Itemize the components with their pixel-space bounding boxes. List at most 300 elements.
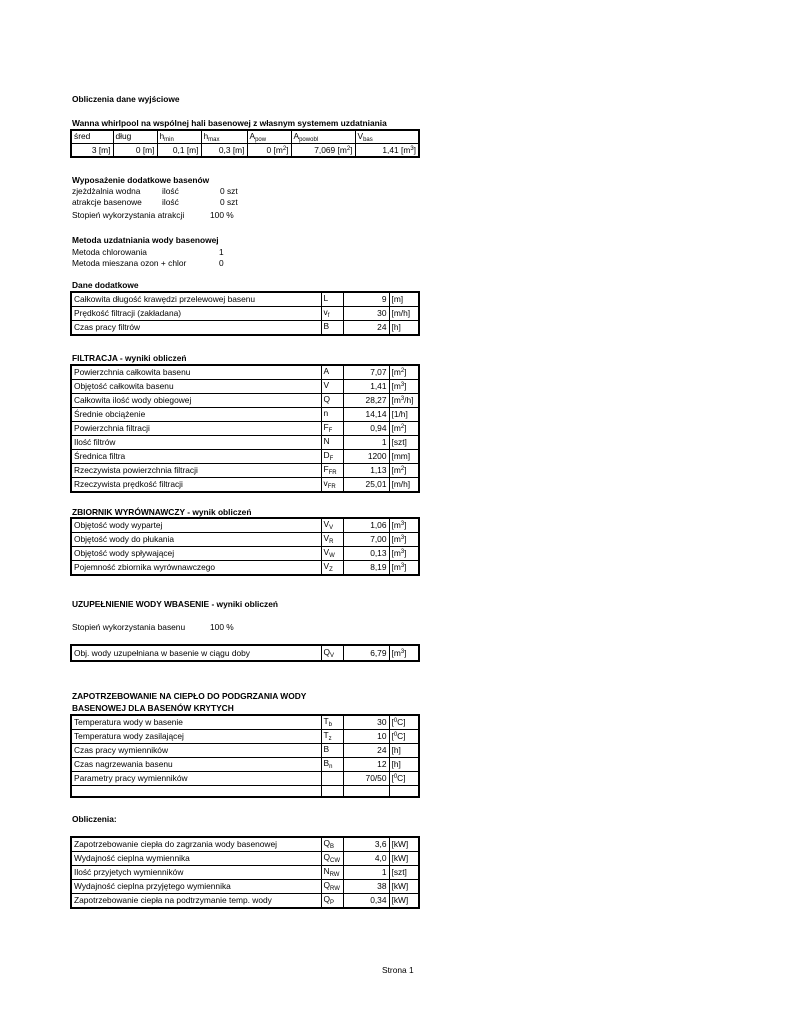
- whirlpool-value-cell: [201, 144, 247, 158]
- unit-sup: 0: [393, 732, 398, 739]
- unit-sup: 3: [400, 396, 405, 403]
- row-unit: [389, 645, 419, 661]
- whirlpool-header-cell: [157, 130, 201, 144]
- symbol-subscript: CW: [330, 858, 341, 864]
- row-symbol: [321, 464, 343, 478]
- row-unit: [389, 772, 419, 786]
- unit: [: [391, 731, 394, 742]
- method-value: 1: [219, 247, 224, 257]
- whirlpool-value-cell: [247, 144, 291, 158]
- symbol: T: [323, 730, 329, 740]
- symbol: T: [323, 716, 329, 726]
- row-unit: [389, 744, 419, 758]
- unit: [m: [391, 520, 401, 531]
- unit: [m/h]: [391, 308, 411, 319]
- whirlpool-title: Wanna whirlpool na wspólnej hali basenowej z własnym systemem uzdatniania: [72, 118, 387, 128]
- unit-sup: 2: [400, 466, 405, 473]
- unit: [mm]: [391, 451, 411, 462]
- cell-value: 0: [266, 144, 272, 155]
- symbol-subscript: V: [330, 652, 335, 659]
- filtration-title: FILTRACJA - wyniki obliczeń: [72, 353, 187, 363]
- whirlpool-header-cell: [291, 130, 355, 144]
- row-label: Całkowita ilość wody obiegowej: [71, 394, 321, 408]
- row-symbol: [321, 894, 343, 909]
- row-value: 1200: [343, 450, 389, 464]
- header-subscript: min: [164, 136, 174, 143]
- equipment-label: ilość: [162, 186, 179, 196]
- row-value: 7,07: [343, 365, 389, 380]
- pool-usage-label: Stopień wykorzystania basenu: [72, 622, 186, 632]
- unit-sup: 2: [400, 368, 405, 375]
- table-row: [71, 852, 419, 866]
- method-name: Metoda chlorowania: [72, 247, 147, 257]
- row-label: Pojemność zbiornika wyrównawczego: [71, 561, 321, 576]
- header-subscript: max: [208, 136, 220, 143]
- symbol: Q: [323, 646, 331, 657]
- row-unit: [389, 321, 419, 336]
- row-label: Objętość wody spływającej: [71, 547, 321, 561]
- row-label: Objętość całkowita basenu: [71, 380, 321, 394]
- header-symbol: V: [357, 130, 364, 141]
- empty-cell: [343, 786, 389, 798]
- row-label: Powierzchnia całkowita basenu: [71, 365, 321, 380]
- symbol: V: [323, 561, 330, 571]
- unit: [1/h]: [391, 409, 408, 420]
- row-symbol: [321, 450, 343, 464]
- symbol-subscript: R: [329, 539, 334, 545]
- row-label: Wydajność cieplna wymiennika: [71, 852, 321, 866]
- symbol-subscript: F: [328, 428, 333, 434]
- table-row: [71, 518, 419, 533]
- row-value: 7,00: [343, 533, 389, 547]
- header-symbol: h: [159, 130, 165, 141]
- unit: [kW]: [391, 839, 409, 850]
- header-symbol: A: [249, 130, 256, 141]
- method-value: 0: [219, 258, 224, 268]
- row-unit: [389, 561, 419, 576]
- row-label: Zapotrzebowanie ciepła na podtrzymanie temp. wody: [71, 894, 321, 909]
- symbol-subscript: RW: [329, 872, 340, 878]
- extra-title: Dane dodatkowe: [72, 280, 139, 290]
- table-row: [71, 408, 419, 422]
- symbol: N: [323, 866, 330, 876]
- empty-cell: [389, 786, 419, 798]
- row-symbol: [321, 645, 343, 661]
- row-label: Temperatura wody w basenie: [71, 715, 321, 730]
- row-symbol: [321, 715, 343, 730]
- row-unit: [389, 408, 419, 422]
- cell-unit-end: ]: [413, 144, 416, 155]
- row-label: Czas pracy wymienników: [71, 744, 321, 758]
- table-row: [71, 436, 419, 450]
- row-value: 10: [343, 730, 389, 744]
- equipment-value: 0 szt: [220, 186, 238, 196]
- row-value: 1: [343, 866, 389, 880]
- unit: [m: [391, 562, 401, 573]
- unit-sup: 3: [400, 521, 405, 528]
- row-value: 70/50: [343, 772, 389, 786]
- cell-unit-end: ]: [350, 144, 353, 155]
- row-symbol: [321, 478, 343, 493]
- table-row: [71, 894, 419, 909]
- row-value: 38: [343, 880, 389, 894]
- row-unit: [389, 866, 419, 880]
- unit-sup: 0: [393, 718, 398, 725]
- symbol: L: [323, 293, 329, 303]
- symbol-subscript: FR: [327, 484, 336, 490]
- row-unit: [389, 518, 419, 533]
- unit: [szt]: [391, 437, 407, 448]
- symbol: B: [323, 321, 330, 331]
- heat-title-line2: BASENOWEJ DLA BASENÓW KRYTYCH: [72, 703, 234, 713]
- symbol-subscript: FR: [328, 470, 337, 476]
- whirlpool-table: [70, 129, 420, 158]
- whirlpool-header-cell: [201, 130, 247, 144]
- unit-end: ]: [404, 548, 407, 559]
- header-subscript: pow: [255, 136, 267, 143]
- row-label: Parametry pracy wymienników: [71, 772, 321, 786]
- row-label: Ilość filtrów: [71, 436, 321, 450]
- symbol: V: [323, 380, 330, 390]
- symbol-subscript: RW: [330, 886, 340, 892]
- row-label: Czas pracy filtrów: [71, 321, 321, 336]
- header-symbol: A: [293, 130, 300, 141]
- symbol: A: [323, 366, 330, 376]
- cell-unit: [m: [401, 144, 411, 155]
- cell-unit: [m: [273, 144, 283, 155]
- symbol: Q: [323, 880, 331, 890]
- row-unit: [389, 422, 419, 436]
- unit: [h]: [391, 745, 401, 756]
- symbol: B: [323, 744, 330, 754]
- row-symbol: [321, 365, 343, 380]
- cell-unit-sup: 3: [410, 145, 414, 152]
- symbol-subscript: n: [329, 764, 333, 770]
- row-value: 14,14: [343, 408, 389, 422]
- symbol: V: [323, 533, 330, 543]
- table-row: [71, 645, 419, 661]
- row-value: 0,94: [343, 422, 389, 436]
- row-symbol: [321, 408, 343, 422]
- table-row: [71, 772, 419, 786]
- row-value: 1,41: [343, 380, 389, 394]
- table-row: [71, 730, 419, 744]
- symbol: v: [323, 478, 328, 488]
- symbol: V: [323, 547, 330, 557]
- row-symbol: [321, 547, 343, 561]
- symbol: N: [323, 436, 330, 446]
- symbol: Q: [323, 838, 331, 848]
- calc-table: [70, 836, 420, 909]
- unit-end: ]: [404, 534, 407, 545]
- unit: [m: [391, 381, 401, 392]
- header-subscript: powobl: [299, 136, 319, 143]
- table-row: [71, 307, 419, 321]
- symbol-subscript: P: [330, 900, 335, 906]
- symbol: n: [323, 408, 329, 418]
- unit-end: ]: [404, 520, 407, 531]
- row-unit: [389, 450, 419, 464]
- row-symbol: [321, 436, 343, 450]
- table-row: [71, 422, 419, 436]
- symbol: D: [323, 450, 330, 460]
- unit-sup: 3: [400, 563, 405, 570]
- row-unit: [389, 533, 419, 547]
- cell-value: 0,1: [172, 144, 185, 155]
- table-row: [71, 866, 419, 880]
- unit: [m: [391, 367, 401, 378]
- row-unit: [389, 880, 419, 894]
- row-label: Powierzchnia filtracji: [71, 422, 321, 436]
- symbol: F: [323, 422, 329, 432]
- symbol: V: [323, 519, 330, 529]
- unit: [m: [391, 423, 401, 434]
- unit: [m/h]: [391, 479, 411, 490]
- row-label: Rzeczywista powierzchnia filtracji: [71, 464, 321, 478]
- filtration-table: [70, 364, 420, 493]
- symbol: v: [323, 307, 328, 317]
- row-value: 28,27: [343, 394, 389, 408]
- refill-table: [70, 644, 420, 662]
- row-symbol: [321, 321, 343, 336]
- table-row: [71, 837, 419, 852]
- extra-table: [70, 291, 420, 336]
- row-unit: [389, 436, 419, 450]
- row-symbol: [321, 758, 343, 772]
- unit: [m]: [391, 294, 404, 305]
- row-symbol: [321, 744, 343, 758]
- unit: [h]: [391, 322, 401, 333]
- row-unit: [389, 837, 419, 852]
- cell-unit: [m]: [98, 144, 111, 155]
- unit-sup: 0: [393, 774, 398, 781]
- row-value: 30: [343, 307, 389, 321]
- row-unit: [389, 758, 419, 772]
- attraction-usage-value: 100 %: [210, 210, 234, 220]
- method-title: Metoda uzdatniania wody basenowej: [72, 235, 219, 245]
- unit: [h]: [391, 759, 401, 770]
- unit: [kW]: [391, 853, 409, 864]
- unit-sup: 2: [400, 424, 405, 431]
- unit-end: ]: [404, 423, 407, 434]
- unit: [: [391, 717, 394, 728]
- table-row: [71, 478, 419, 493]
- row-unit: [389, 547, 419, 561]
- row-value: 1,13: [343, 464, 389, 478]
- header-symbol: dług: [115, 130, 132, 141]
- row-symbol: [321, 561, 343, 576]
- unit-sup: 3: [400, 382, 405, 389]
- unit: [kW]: [391, 881, 409, 892]
- row-unit: [389, 894, 419, 909]
- row-unit: [389, 478, 419, 493]
- symbol: Q: [323, 852, 331, 862]
- unit-sup: 3: [400, 535, 405, 542]
- row-symbol: [321, 772, 343, 786]
- symbol-subscript: V: [329, 525, 334, 531]
- table-row: [71, 744, 419, 758]
- row-symbol: [321, 852, 343, 866]
- unit: [m: [391, 548, 401, 559]
- equipment-name: zjeżdżalnia wodna: [72, 186, 141, 196]
- cell-value: 0: [135, 144, 141, 155]
- row-label: Temperatura wody zasilającej: [71, 730, 321, 744]
- unit-end: ]: [404, 367, 407, 378]
- cell-value: 0,3: [218, 144, 231, 155]
- row-symbol: [321, 730, 343, 744]
- symbol: Q: [323, 394, 331, 404]
- symbol-subscript: W: [329, 553, 335, 559]
- row-label: Obj. wody uzupełniana w basenie w ciągu doby: [71, 645, 321, 661]
- row-label: Objętość wody do płukania: [71, 533, 321, 547]
- row-value: 24: [343, 744, 389, 758]
- symbol-subscript: Z: [329, 567, 333, 573]
- row-value: 24: [343, 321, 389, 336]
- cell-unit-sup: 2: [282, 145, 287, 152]
- whirlpool-header-row: [71, 130, 419, 144]
- row-value: 4,0: [343, 852, 389, 866]
- pool-usage-value: 100 %: [210, 622, 234, 632]
- row-label: Prędkość filtracji (zakładana): [71, 307, 321, 321]
- row-unit: [389, 394, 419, 408]
- whirlpool-value-cell: [355, 144, 419, 158]
- row-symbol: [321, 422, 343, 436]
- row-value: 12: [343, 758, 389, 772]
- unit-end: ]: [404, 647, 407, 658]
- unit: [m: [391, 395, 401, 406]
- attraction-usage-label: Stopień wykorzystania atrakcji: [72, 210, 185, 220]
- cell-unit-sup: 2: [346, 145, 351, 152]
- symbol: F: [323, 464, 329, 474]
- table-row: [71, 321, 419, 336]
- table-row: [71, 758, 419, 772]
- row-label: Zapotrzebowanie ciepła do zagrzania wody basenowej: [71, 837, 321, 852]
- symbol-subscript: B: [330, 844, 335, 850]
- unit-end: ]: [404, 381, 407, 392]
- row-unit: [389, 464, 419, 478]
- header-symbol: śred: [74, 130, 91, 141]
- row-symbol: [321, 292, 343, 307]
- tank-table: [70, 517, 420, 576]
- row-value: 30: [343, 715, 389, 730]
- table-row: [71, 561, 419, 576]
- heat-title-line1: ZAPOTRZEBOWANIE NA CIEPŁO DO PODGRZANIA WODY: [72, 691, 307, 701]
- table-row: [71, 380, 419, 394]
- whirlpool-value-cell: [291, 144, 355, 158]
- row-symbol: [321, 880, 343, 894]
- row-symbol: [321, 866, 343, 880]
- symbol: Q: [323, 894, 331, 904]
- row-value: 0,13: [343, 547, 389, 561]
- whirlpool-values-row: [71, 144, 419, 158]
- cell-value: 1,41: [382, 144, 399, 155]
- row-value: 1: [343, 436, 389, 450]
- table-row-empty: [71, 786, 419, 798]
- unit-sup: 3: [400, 549, 405, 556]
- table-row: [71, 464, 419, 478]
- table-row: [71, 533, 419, 547]
- unit-end: C]: [397, 731, 406, 742]
- symbol-subscript: f: [327, 313, 330, 319]
- cell-unit: [m]: [232, 144, 245, 155]
- row-label: Ilość przyjetych wymienników: [71, 866, 321, 880]
- cell-unit: [m]: [142, 144, 155, 155]
- row-unit: [389, 715, 419, 730]
- row-value: 25,01: [343, 478, 389, 493]
- empty-cell: [321, 786, 343, 798]
- cell-unit: [m]: [186, 144, 199, 155]
- cell-unit: [m: [337, 144, 347, 155]
- row-label: Wydajność cieplna przyjętego wymiennika: [71, 880, 321, 894]
- unit-end: C]: [397, 773, 406, 784]
- unit-end: ]: [404, 562, 407, 573]
- equipment-name: atrakcje basenowe: [72, 197, 142, 207]
- row-label: Średnie obciążenie: [71, 408, 321, 422]
- equipment-value: 0 szt: [220, 197, 238, 207]
- symbol-subscript: b: [328, 722, 332, 728]
- table-row: [71, 365, 419, 380]
- table-row: [71, 394, 419, 408]
- row-value: 1,06: [343, 518, 389, 533]
- row-symbol: [321, 518, 343, 533]
- table-row: [71, 715, 419, 730]
- tank-title: ZBIORNIK WYRÓWNAWCZY - wynik obliczeń: [72, 507, 252, 517]
- unit-sup: 3: [400, 648, 405, 655]
- unit-end: ]: [404, 465, 407, 476]
- row-label: Średnica filtra: [71, 450, 321, 464]
- row-symbol: [321, 307, 343, 321]
- table-row: [71, 292, 419, 307]
- row-value: 6,79: [343, 645, 389, 661]
- symbol-subscript: F: [329, 456, 334, 462]
- row-symbol: [321, 380, 343, 394]
- row-unit: [389, 852, 419, 866]
- row-value: 0,34: [343, 894, 389, 909]
- whirlpool-value-cell: [71, 144, 113, 158]
- cell-value: 7,069: [314, 144, 336, 155]
- table-row: [71, 880, 419, 894]
- unit-end: /h]: [404, 395, 414, 406]
- row-label: Całkowita długość krawędzi przelewowej basenu: [71, 292, 321, 307]
- row-value: 3,6: [343, 837, 389, 852]
- row-unit: [389, 380, 419, 394]
- header-symbol: h: [203, 130, 209, 141]
- row-unit: [389, 730, 419, 744]
- table-row: [71, 547, 419, 561]
- refill-title: UZUPEŁNIENIE WODY WBASENIE - wyniki obliczeń: [72, 599, 278, 609]
- row-label: Rzeczywista prędkość filtracji: [71, 478, 321, 493]
- row-unit: [389, 307, 419, 321]
- row-value: 8,19: [343, 561, 389, 576]
- whirlpool-value-cell: [113, 144, 157, 158]
- symbol-subscript: z: [328, 736, 332, 742]
- whirlpool-header-cell: [355, 130, 419, 144]
- calc-title: Obliczenia:: [72, 814, 117, 824]
- empty-cell: [71, 786, 321, 798]
- whirlpool-header-cell: [247, 130, 291, 144]
- header-subscript: bas: [363, 136, 373, 143]
- unit: [m: [391, 647, 401, 658]
- heat-table: [70, 714, 420, 798]
- unit: [m: [391, 534, 401, 545]
- equipment-title: Wyposażenie dodatkowe basenów: [72, 175, 210, 185]
- row-unit: [389, 365, 419, 380]
- unit-end: C]: [397, 717, 406, 728]
- equipment-label: ilość: [162, 197, 179, 207]
- section-title-output: Obliczenia dane wyjściowe: [72, 94, 180, 104]
- row-label: Objętość wody wypartej: [71, 518, 321, 533]
- whirlpool-header-cell: [113, 130, 157, 144]
